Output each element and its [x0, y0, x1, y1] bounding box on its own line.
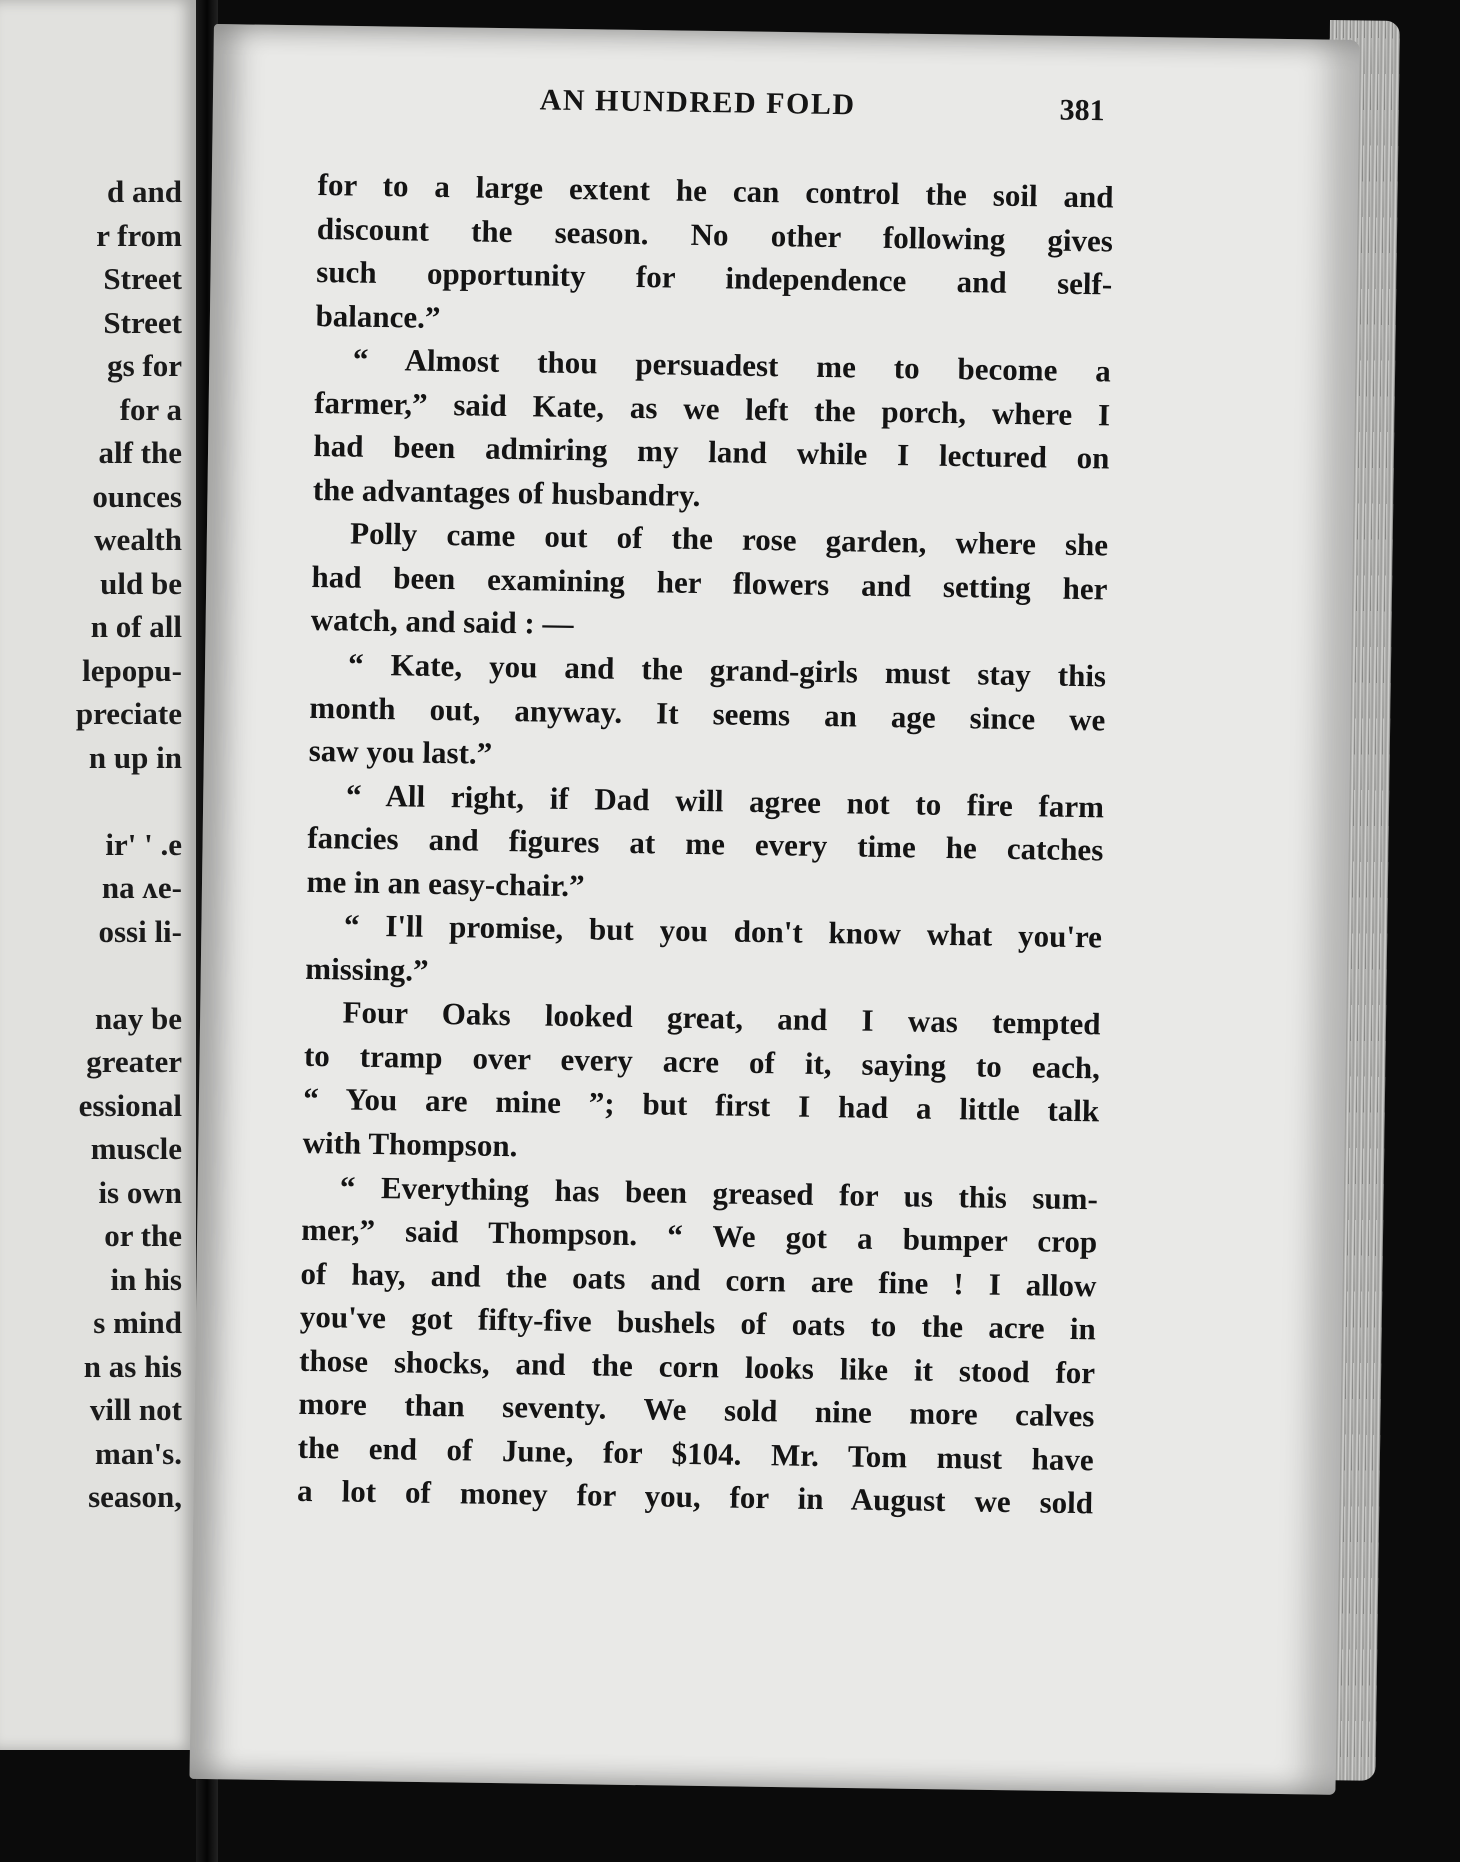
- text-line: Four Oaks looked great, and I was tempted: [342, 994, 1101, 1042]
- left-page-line: preciate: [75, 696, 182, 731]
- left-page-line: Street: [103, 261, 182, 296]
- text-line: “ I'll promise, but you don't know what you're: [343, 907, 1103, 955]
- text-line: the advantages of husbandry.: [312, 471, 701, 513]
- text-line: “ You are mine ”; but first I had a little talk: [303, 1081, 1100, 1129]
- text-line: those shocks, and the corn looks like it stood for: [298, 1342, 1096, 1391]
- text-line: mer,” said Thompson. “ We got a bumper crop: [300, 1211, 1098, 1260]
- left-page-line: muscle: [90, 1131, 182, 1166]
- text-line: fancies and figures at me every time he catches: [307, 820, 1104, 868]
- text-line: saw you last.”: [308, 733, 493, 771]
- body-text: [297, 163, 1114, 1525]
- text-line: “ Almost thou persuadest me to become a: [352, 341, 1112, 389]
- text-line: balance.”: [315, 297, 441, 335]
- left-page-line: r from: [96, 217, 182, 253]
- text-line: “ All right, if Dad will agree not to fire farm: [345, 777, 1105, 825]
- running-head-title: AN HUNDRED FOLD: [539, 83, 856, 122]
- text-line: with Thompson.: [302, 1124, 518, 1164]
- text-line: month out, anyway. It seems an age since we: [309, 689, 1106, 737]
- text-line: of hay, and the oats and corn are fine ! I allow: [300, 1255, 1097, 1304]
- left-page-line: ossi li-: [98, 913, 182, 949]
- left-page-line: [0, 953, 190, 997]
- left-page-line: nay be: [95, 1000, 182, 1036]
- text-line: a lot of money for you, for in August we sold: [296, 1473, 1094, 1521]
- left-page-line: for a: [119, 391, 182, 427]
- text-line: such opportunity for independence and self-: [316, 254, 1113, 302]
- left-page-text: [0, 170, 190, 1519]
- text-line: watch, and said : —: [310, 602, 574, 642]
- left-page-line: alf the: [98, 435, 182, 470]
- left-facing-page: [0, 0, 196, 1750]
- left-page-line: lepopu-: [82, 652, 182, 688]
- left-page-line: n of all: [90, 609, 182, 644]
- text-line: discount the season. No other following gives: [316, 210, 1114, 259]
- left-page-line: man's.: [95, 1435, 182, 1471]
- left-page-line: vill not: [89, 1392, 182, 1427]
- left-page-line: season,: [88, 1479, 182, 1514]
- text-line: for to a large extent he can control the soil and: [317, 166, 1114, 215]
- text-line: farmer,” said Kate, as we left the porch, where I: [313, 384, 1111, 433]
- text-line: “ Everything has been greased for us this sum-: [339, 1169, 1099, 1216]
- left-page-line: Street: [103, 304, 182, 340]
- text-line: had been admiring my land while I lectured on: [313, 428, 1110, 476]
- text-line: you've got fifty-five bushels of oats to the acre in: [299, 1299, 1097, 1347]
- page-number: 381: [1059, 93, 1105, 128]
- left-page-line: greater: [86, 1044, 182, 1079]
- left-page-line: gs for: [107, 348, 182, 383]
- text-line: more than seventy. We sold nine more calves: [298, 1386, 1095, 1434]
- text-line: me in an easy-chair.”: [306, 863, 585, 904]
- left-page-line: is own: [98, 1174, 182, 1210]
- left-page-line: ir' ' .e: [105, 826, 182, 862]
- text-line: the end of June, for $104. Mr. Tom must have: [297, 1429, 1095, 1478]
- left-page-line: s mind: [93, 1305, 182, 1340]
- left-page-line: na ʌe-: [101, 870, 182, 905]
- text-line: had been examining her flowers and setting her: [311, 558, 1108, 607]
- left-page-line: essional: [78, 1087, 182, 1123]
- left-page-line: n up in: [88, 739, 182, 775]
- left-page-line: uld be: [100, 565, 182, 601]
- text-line: missing.”: [305, 950, 429, 988]
- text-line: to tramp over every acre of it, saying to each,: [303, 1037, 1101, 1086]
- text-line: Polly came out of the rose garden, where she: [349, 515, 1109, 563]
- left-page-line: d and: [107, 174, 182, 209]
- text-line: “ Kate, you and the grand-girls must stay this: [347, 646, 1107, 694]
- left-page-line: or the: [104, 1218, 182, 1253]
- left-page-line: ounces: [92, 478, 182, 514]
- left-page-line: in his: [110, 1261, 182, 1297]
- left-page-line: wealth: [94, 522, 182, 557]
- left-page-line: n as his: [83, 1348, 182, 1384]
- left-page-line: [0, 779, 190, 823]
